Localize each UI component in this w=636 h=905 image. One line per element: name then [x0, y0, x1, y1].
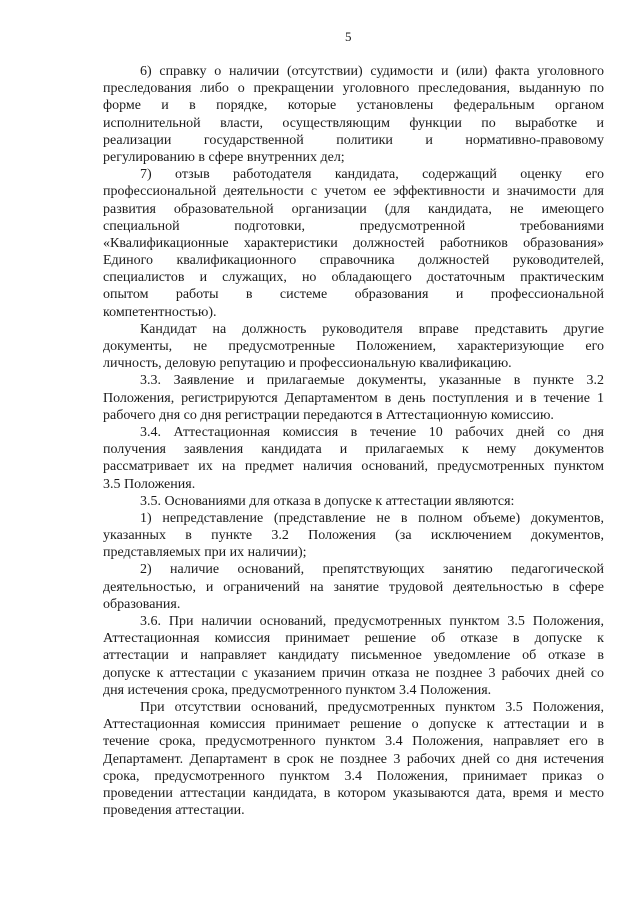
- page-number: 5: [345, 29, 352, 44]
- text-line: Департамент. Департамент в срок не позднее 3 рабочих дней со дня истечения: [103, 751, 604, 767]
- text-line: опытом работы в системе образования и профессиональной: [103, 287, 604, 303]
- text-line: регулированию в сфере внутренних дел;: [103, 149, 345, 165]
- text-line: При отсутствии оснований, предусмотренных пунктом 3.5 Положения,: [140, 699, 604, 715]
- text-line: преследования либо о прекращении уголовного преследования, выданную по: [103, 81, 604, 97]
- text-line: представляемых при их наличии);: [103, 545, 307, 561]
- text-line: специалистов и служащих, но обладающего достаточным практическим: [103, 270, 604, 286]
- text-line: рабочего дня со дня регистрации передаются в Аттестационную комиссию.: [103, 407, 554, 423]
- text-line: 7) отзыв работодателя кандидата, содержащий оценку его: [140, 167, 604, 183]
- text-line: Единого квалификационного справочника должностей руководителей,: [103, 253, 604, 269]
- paragraph: [103, 510, 604, 562]
- text-line: образования.: [103, 596, 181, 612]
- text-line: специальной подготовки, предусмотренной требованиями: [103, 218, 604, 234]
- text-line: документы, не предусмотренные Положением, характеризующие его: [103, 339, 604, 354]
- text-line: профессиональной деятельности с учетом ее эффективности и значимости для: [103, 184, 604, 200]
- text-line: рассматривает их на предмет наличия оснований, предусмотренных пунктом: [103, 459, 604, 475]
- text-line: получения заявления кандидата и прилагаемых к нему документов: [103, 442, 604, 458]
- text-line: 3.5 Положения.: [103, 476, 196, 492]
- text-line: 3.6. При наличии оснований, предусмотренных пунктом 3.5 Положения,: [140, 614, 604, 629]
- text-line: форме и в порядке, которые установлены федеральным органом: [103, 98, 604, 114]
- document-body: [103, 63, 604, 819]
- text-line: компетентностью).: [103, 304, 217, 320]
- paragraph: [103, 372, 604, 424]
- text-line: 3.4. Аттестационная комиссия в течение 10 рабочих дней со дня: [140, 424, 604, 440]
- text-line: допуске к аттестации с указанием причин отказа не позднее 3 рабочих дней со: [103, 665, 604, 681]
- text-line: срока, предусмотренного пунктом 3.4 Положения, принимает приказ о: [103, 768, 604, 784]
- text-line: дня истечения срока, предусмотренного пунктом 3.4 Положения.: [103, 682, 492, 698]
- text-line: исполнительной власти, осуществляющим функции по выработке и: [103, 115, 604, 131]
- paragraph: [103, 493, 604, 510]
- text-line: 1) непредставление (представление не в полном объеме) документов,: [140, 510, 604, 526]
- text-line: проведении аттестации кандидата, в котором указываются дата, время и место: [103, 785, 604, 801]
- text-line: Кандидат на должность руководителя вправе представить другие: [140, 321, 604, 337]
- paragraph: [103, 561, 604, 613]
- text-line: 3.3. Заявление и прилагаемые документы, указанные в пункте 3.2: [140, 373, 604, 389]
- text-line: личность, деловую репутацию и профессиональную квалификацию.: [103, 356, 512, 372]
- text-line: Аттестационная комиссия принимает решение об отказе в допуске к: [103, 631, 604, 647]
- text-line: 2) наличие оснований, препятствующих занятию педагогической: [140, 562, 604, 578]
- text-line: течение срока, предусмотренного пунктом 3.4 Положения, направляет его в: [103, 734, 604, 750]
- text-line: Аттестационная комиссия принимает решение о допуске к аттестации и в: [103, 717, 604, 733]
- paragraph: [103, 424, 604, 493]
- text-line: реализации государственной политики и нормативно-правовому: [103, 132, 604, 148]
- paragraph: [103, 63, 604, 166]
- paragraph: [103, 613, 604, 699]
- paragraph: [103, 321, 604, 373]
- text-line: проведения аттестации.: [103, 803, 245, 819]
- text-line: 6) справку о наличии (отсутствии) судимости и (или) факта уголовного: [140, 64, 604, 79]
- text-line: Положения, регистрируются Департаментом в день поступления и в течение 1: [103, 390, 604, 406]
- text-line: деятельностью, и ограничений на занятие трудовой деятельностью в сфере: [103, 579, 604, 595]
- text-line: аттестации и направляет кандидату письменное уведомление об отказе в: [103, 648, 604, 664]
- text-line: 3.5. Основаниями для отказа в допуске к аттестации являются:: [140, 493, 515, 509]
- paragraph: [103, 166, 604, 321]
- text-line: развития образовательной организации (для кандидата, не имеющего: [103, 201, 604, 217]
- text-line: «Квалификационные характеристики должностей работников образования»: [103, 235, 604, 251]
- paragraph: [103, 699, 604, 819]
- text-line: указанных в пункте 3.2 Положения (за исключением документов,: [103, 528, 604, 544]
